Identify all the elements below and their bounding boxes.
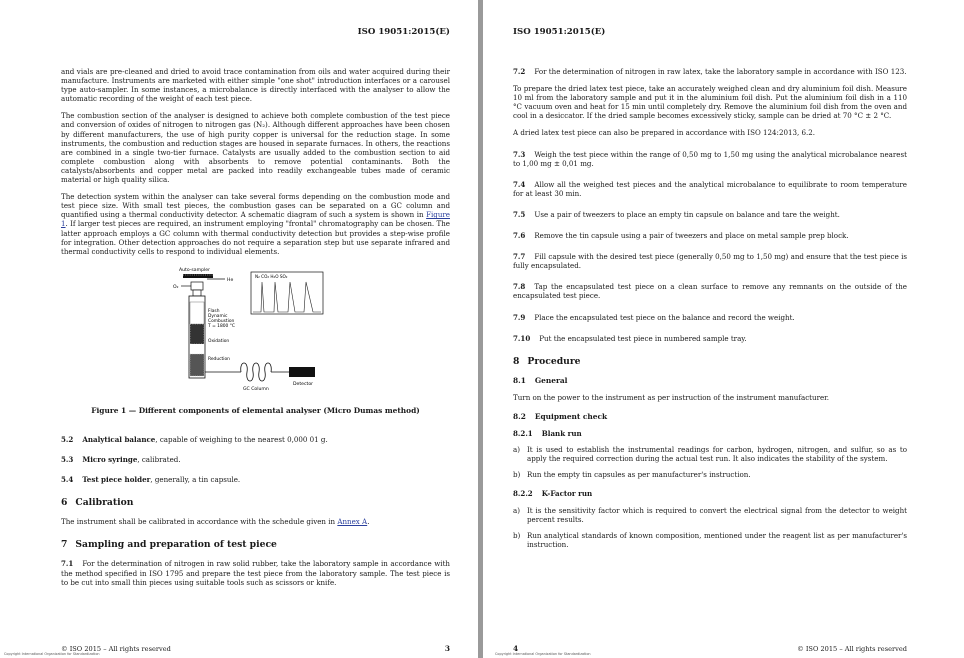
list-item: a) It is used to establish the instrumental readings for carbon, hydrogen, nitrogen, and sulfur, so as to apply the required correction during the actual test run. It also indicates the stability of the system.: [513, 445, 907, 464]
subclause-8-2-1-heading: 8.2.1 Blank run: [513, 429, 582, 439]
subclause-step: 7.6 Remove the tin capsule using a pair of tweezers and place on metal sample prep block.: [513, 231, 849, 241]
subclause-7-1: 7.1 For the determination of nitrogen in raw solid rubber, take the laboratory sample in accordance with the method specified in ISO 1795 and prepare the test piece from the laboratory sample. The test piece is to be cut into small thin pieces using suitable tools such as scissors or knife.: [61, 559, 450, 587]
gc-column-label: GC Column: [243, 386, 269, 392]
oxidation-label: Oxidation: [208, 338, 230, 344]
subclause-step: 7.3 Weigh the test piece within the range of 0,50 mg to 1,50 mg using the analytical microbalance nearest to 1,00 mg ± 0,01 mg.: [513, 149, 907, 168]
page-header: ISO 19051:2015(E): [513, 27, 606, 37]
section-8-heading: 8 Procedure: [513, 355, 581, 367]
flash-label: T = 1800 °C: [208, 323, 235, 329]
page-footer: © ISO 2015 – All rights reserved: [61, 645, 171, 653]
flash-label: Flash: [208, 308, 220, 314]
oxygen-label: O₂: [173, 284, 179, 290]
page-header: ISO 19051:2015(E): [357, 27, 450, 37]
flash-label: Dynamic: [208, 313, 228, 319]
subclause-step: 7.10 Put the encapsulated test piece in numbered sample tray.: [513, 333, 747, 343]
paragraph: To prepare the dried latex test piece, take an accurately weighed clean and dry aluminium foil dish. Measure 10 ml from the laboratory sample and put it in the aluminium foil dish. Put the aluminium foil dish in a 110 °C vacuum oven and heat for 15 min until completely dry. Remove the aluminium foil dish from the oven and cool in a desiccator. If the dried sample becomes excessively sticky, sample can be dried at 70 °C ± 2 °C.: [513, 84, 907, 121]
subclause-5-4: 5.4 Test piece holder, generally, a tin capsule.: [61, 475, 241, 485]
subclause-step: 7.7 Fill capsule with the desired test piece (generally 0,50 mg to 1,50 mg) and ensure that the test piece is fully encapsulated.: [513, 252, 907, 271]
subclause-8-2-2-heading: 8.2.2 K-Factor run: [513, 489, 593, 499]
subclause-8-2-heading: 8.2 Equipment check: [513, 411, 608, 421]
document-page-right: [483, 0, 964, 658]
annex-a-link[interactable]: Annex A: [337, 517, 368, 527]
document-page-left: [0, 0, 478, 658]
paragraph: Turn on the power to the instrument as per instruction of the instrument manufacturer.: [513, 392, 830, 402]
page-body: [513, 67, 907, 556]
list-item: b) Run analytical standards of known composition, mentioned under the reagent list as per manufacturer's instruction.: [513, 530, 907, 549]
paragraph-text: The detection system within the analyser can take several forms depending on the combustion mode and test piece size. With small test pieces, the combustion gases can be separated on a GC column and quantified using a thermal conductivity detector. A schematic diagram of such a system is shown in: [61, 192, 450, 220]
paragraph: The combustion section of the analyser is designed to achieve both complete combustion of the test piece and conversion of oxides of nitrogen to nitrogen gas (N₂). Although different approaches have been chosen by different manufacturers, the use of high purity copper is universal for the reduction stage. In some instruments, the combustion and reduction stages are housed in separate furnaces. In others, the reactions are combined in a single two-tier furnace. Catalysts are usually added to the combustion section to aid complete combustion along with absorbents to remove potential contaminants. Both the catalysts/absorbents and copper metal are packed into readily exchangeable tubes made of ceramic material or high quality silica.: [61, 111, 450, 185]
list-item: b) Run the empty tin capsules as per manufacturer's instruction.: [513, 470, 751, 480]
paragraph: A dried latex test piece can also be prepared in accordance with ISO 124:2013, 6.2.: [513, 128, 816, 138]
subclause-7-2: 7.2 For the determination of nitrogen in raw latex, take the laboratory sample in accordance with ISO 123.: [513, 67, 907, 76]
subclause-step: 7.4 Allow all the weighed test pieces and the analytical microbalance to equilibrate to room temperature for at least 30 min.: [513, 179, 907, 198]
flash-label: Combustion: [208, 318, 235, 324]
page-body: [61, 67, 450, 595]
page-number: 4: [513, 644, 519, 653]
detector-icon: [289, 367, 315, 377]
paragraph: [61, 192, 450, 256]
peaks-label: N₂ CO₂ H₂O SO₂: [255, 273, 288, 279]
detector-label: Detector: [293, 381, 314, 387]
subclause-step: 7.9 Place the encapsulated test piece on the balance and record the weight.: [513, 312, 795, 322]
section-7-heading: 7 Sampling and preparation of test piece: [61, 539, 277, 551]
page-number: 3: [444, 644, 450, 653]
subclause-5-3: 5.3 Micro syringe, calibrated.: [61, 454, 181, 464]
auto-sampler-icon: [183, 274, 213, 278]
paragraph: and vials are pre-cleaned and dried to avoid trace contamination from oils and water acquired during their manufacture. Instruments are marketed with either simple "one shot" introduction interfaces or a carousel type auto-sampler. In some instances, a microbalance is directly interfaced with the analyser to allow the automatic recording of the weight of each test piece.: [61, 67, 450, 104]
reduction-label: Reduction: [208, 356, 230, 362]
copyright-notice: Copyright International Organization for Standardization: [495, 652, 591, 656]
paragraph-text: . If larger test pieces are required, an instrument employing "frontal" chromatography can be chosen. The latter approach employs a GC column with thermal conductivity detection but provides a step-wise profile for integration. Other detection approaches do not require a separation step but use separate infrared and thermal conductivity cells to respond to individual elements.: [61, 219, 450, 256]
gc-column-icon: [241, 363, 272, 381]
subclause-8-1-heading: 8.1 General: [513, 375, 568, 385]
subclause-step: 7.5 Use a pair of tweezers to place an empty tin capsule on balance and tare the weight.: [513, 209, 840, 219]
figure-1-link[interactable]: Figure 1: [61, 210, 450, 229]
auto-sampler-label: Auto-sampler: [179, 267, 210, 273]
page-footer: © ISO 2015 – All rights reserved: [797, 645, 907, 653]
subclause-step: 7.8 Tap the encapsulated test piece on a clean surface to remove any remnants on the outside of the encapsulated test piece.: [513, 282, 907, 301]
section-6-heading: 6 Calibration: [61, 497, 134, 509]
list-item: a) It is the sensitivity factor which is required to convert the electrical signal from the detector to weight percent results.: [513, 505, 907, 524]
subclause-5-2: 5.2 Analytical balance, capable of weighing to the nearest 0,000 01 g.: [61, 434, 328, 444]
helium-label: He: [227, 277, 234, 283]
copyright-notice: Copyright International Organization for Standardization: [4, 652, 100, 656]
paragraph: The instrument shall be calibrated in accordance with the schedule given in Annex A.: [61, 517, 370, 527]
figure-caption: Figure 1 — Different components of elemental analyser (Micro Dumas method): [91, 405, 420, 415]
figure-1-diagram: [61, 264, 450, 400]
